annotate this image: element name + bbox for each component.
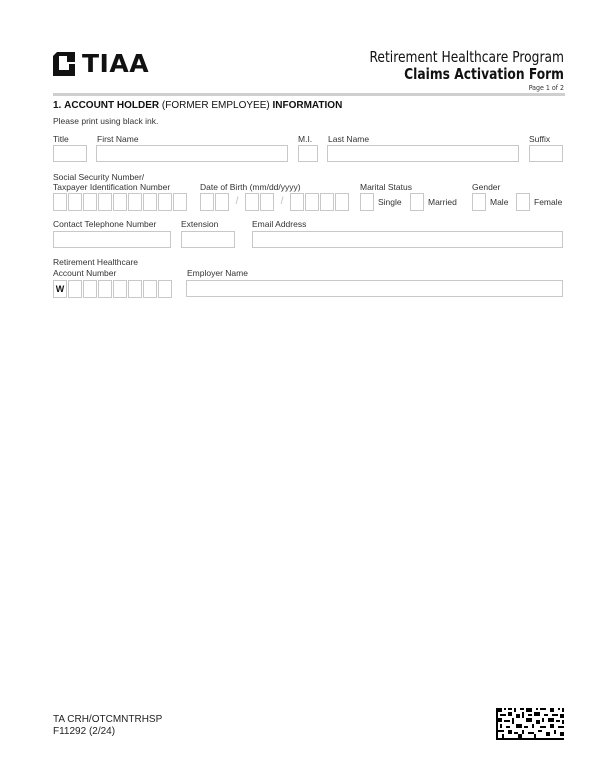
account-digit[interactable] <box>68 280 82 298</box>
section-title <box>53 100 342 111</box>
form-code-line2: F11292 (2/24) <box>53 726 116 737</box>
ssn-digit[interactable] <box>128 193 142 211</box>
ssn-digit[interactable] <box>158 193 172 211</box>
instruction-text: Please print using black ink. <box>53 116 159 126</box>
phone-field[interactable] <box>53 231 171 248</box>
middle-initial-field[interactable] <box>298 145 318 162</box>
form-code <box>53 714 162 738</box>
form-code-line1: TA CRH/OTCMNTRHSP <box>53 714 163 725</box>
ssn-digit[interactable] <box>173 193 187 211</box>
title-field[interactable] <box>53 145 87 162</box>
ssn-field <box>53 193 187 211</box>
female-label: Female <box>534 197 563 207</box>
gender-female-option[interactable] <box>516 193 562 211</box>
section-title-bold: ACCOUNT HOLDER <box>64 100 160 111</box>
ssn-digit[interactable] <box>113 193 127 211</box>
single-label: Single <box>378 197 402 207</box>
single-checkbox[interactable] <box>360 193 374 211</box>
female-checkbox[interactable] <box>516 193 530 211</box>
dob-month-digit[interactable] <box>200 193 214 211</box>
account-digit[interactable] <box>83 280 97 298</box>
email-field[interactable] <box>252 231 563 248</box>
ssn-digit[interactable] <box>53 193 67 211</box>
page-indicator: Page 1 of 2 <box>528 84 564 92</box>
date-separator: / <box>235 196 239 207</box>
dob-day-digit[interactable] <box>245 193 259 211</box>
marital-married-option[interactable] <box>410 193 457 211</box>
dob-label: Date of Birth (mm/dd/yyyy) <box>200 182 301 192</box>
marital-single-option[interactable] <box>360 193 402 211</box>
last-name-label: Last Name <box>328 134 370 144</box>
section-number: 1. <box>53 100 62 111</box>
header-divider <box>53 93 565 96</box>
employer-name-field[interactable] <box>186 280 563 297</box>
male-label: Male <box>490 197 509 207</box>
tiaa-logo <box>53 49 150 78</box>
account-number-field <box>53 280 172 298</box>
form-title: Claims Activation Form <box>404 65 564 83</box>
dob-year-digit[interactable] <box>305 193 319 211</box>
dob-field <box>200 193 349 211</box>
marital-status-label: Marital Status <box>360 182 412 192</box>
ssn-digit[interactable] <box>98 193 112 211</box>
logo-text: TIAA <box>82 49 150 78</box>
ssn-label-line1: Social Security Number/ <box>53 172 145 182</box>
male-checkbox[interactable] <box>472 193 486 211</box>
middle-initial-label: M.I. <box>298 134 313 144</box>
dob-year-digit[interactable] <box>320 193 334 211</box>
extension-field[interactable] <box>181 231 235 248</box>
title-label: Title <box>53 134 69 144</box>
gender-label: Gender <box>472 182 501 192</box>
first-name-field[interactable] <box>96 145 288 162</box>
account-prefix: W <box>53 280 67 298</box>
account-digit[interactable] <box>158 280 172 298</box>
section-title-bold-2: INFORMATION <box>272 100 343 111</box>
ssn-label-line2: Taxpayer Identification Number <box>53 182 171 192</box>
first-name-label: First Name <box>97 134 139 144</box>
suffix-field[interactable] <box>529 145 563 162</box>
suffix-label: Suffix <box>529 134 551 144</box>
dob-day-digit[interactable] <box>260 193 274 211</box>
account-number-label-line2: Account Number <box>53 268 117 278</box>
employer-name-label: Employer Name <box>187 268 248 278</box>
account-digit[interactable] <box>98 280 112 298</box>
gender-male-option[interactable] <box>472 193 508 211</box>
ssn-digit[interactable] <box>143 193 157 211</box>
program-title: Retirement Healthcare Program <box>369 48 564 66</box>
dob-year-digit[interactable] <box>335 193 349 211</box>
date-separator: / <box>280 196 284 207</box>
phone-label: Contact Telephone Number <box>53 219 157 229</box>
married-label: Married <box>428 197 457 207</box>
account-digit[interactable] <box>143 280 157 298</box>
account-number-label-line1: Retirement Healthcare <box>53 257 139 267</box>
email-label: Email Address <box>252 219 307 229</box>
ssn-digit[interactable] <box>83 193 97 211</box>
tiaa-logo-mark-icon <box>53 52 75 76</box>
extension-label: Extension <box>181 219 219 229</box>
ssn-digit[interactable] <box>68 193 82 211</box>
account-digit[interactable] <box>113 280 127 298</box>
last-name-field[interactable] <box>327 145 519 162</box>
dob-month-digit[interactable] <box>215 193 229 211</box>
married-checkbox[interactable] <box>410 193 424 211</box>
form-header <box>343 48 564 93</box>
datamatrix-barcode-icon <box>496 708 564 740</box>
section-title-normal: (FORMER EMPLOYEE) <box>161 100 270 111</box>
account-digit[interactable] <box>128 280 142 298</box>
dob-year-digit[interactable] <box>290 193 304 211</box>
